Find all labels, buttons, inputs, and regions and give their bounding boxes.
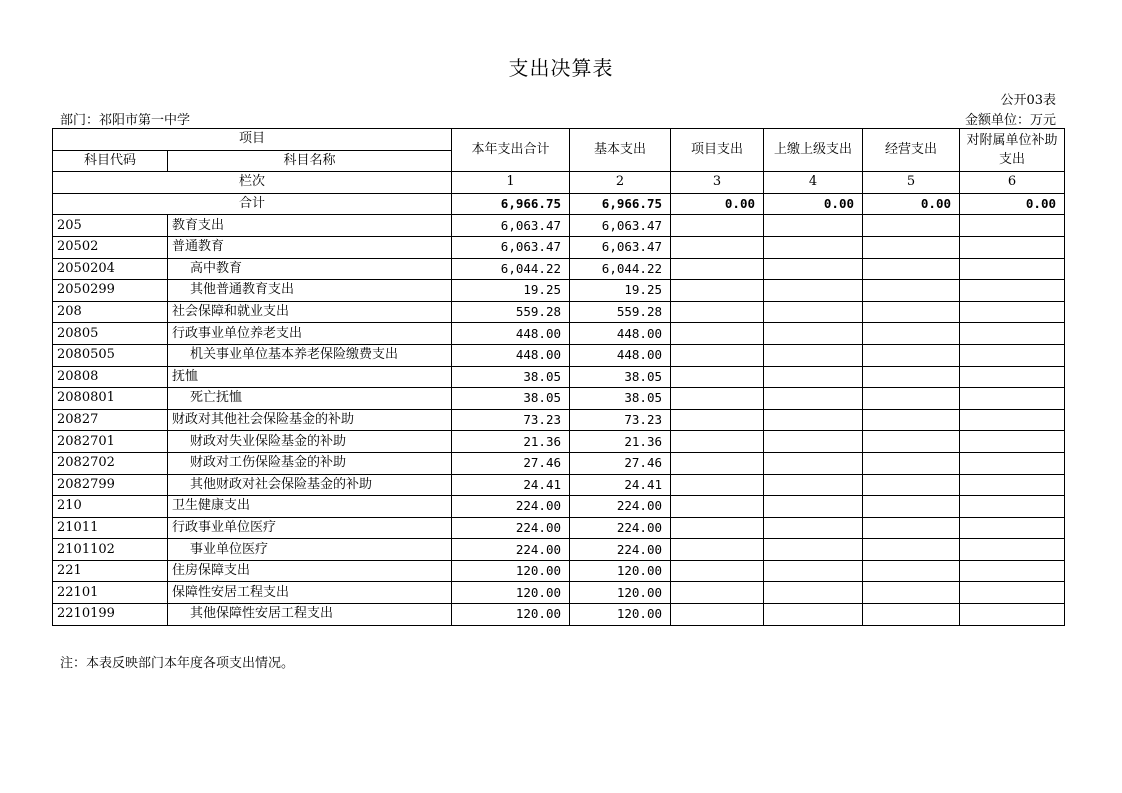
subject-name: 保障性安居工程支出 <box>168 582 452 604</box>
subject-code: 22101 <box>53 582 168 604</box>
subsidiary-amount <box>960 366 1065 388</box>
header-item: 项目 <box>53 129 452 151</box>
upper-amount <box>764 366 863 388</box>
basic-amount: 448.00 <box>570 344 671 366</box>
table-row <box>53 258 1065 280</box>
total-amount: 224.00 <box>452 517 570 539</box>
basic-amount: 27.46 <box>570 452 671 474</box>
basic-amount: 21.36 <box>570 431 671 453</box>
header-name: 科目名称 <box>168 150 452 172</box>
subsidiary-amount <box>960 560 1065 582</box>
upper-amount <box>764 452 863 474</box>
table-row <box>53 236 1065 258</box>
basic-amount: 6,063.47 <box>570 215 671 237</box>
business-amount <box>863 344 960 366</box>
subject-name: 机关事业单位基本养老保险缴费支出 <box>168 344 452 366</box>
line-number: 4 <box>764 172 863 194</box>
basic-amount: 38.05 <box>570 366 671 388</box>
subject-name: 高中教育 <box>168 258 452 280</box>
total-amount: 27.46 <box>452 452 570 474</box>
upper-amount <box>764 280 863 302</box>
project-amount <box>671 215 764 237</box>
sum-row <box>53 193 1065 215</box>
business-amount <box>863 560 960 582</box>
business-amount <box>863 452 960 474</box>
line-number: 2 <box>570 172 671 194</box>
subject-code: 20805 <box>53 323 168 345</box>
table-row <box>53 280 1065 302</box>
basic-amount: 224.00 <box>570 517 671 539</box>
basic-amount: 559.28 <box>570 301 671 323</box>
table-row <box>53 215 1065 237</box>
business-amount <box>863 604 960 626</box>
project-amount <box>671 236 764 258</box>
basic-amount: 24.41 <box>570 474 671 496</box>
project-amount <box>671 301 764 323</box>
header-project: 项目支出 <box>671 129 764 172</box>
sum-subsidiary: 0.00 <box>960 193 1065 215</box>
business-amount <box>863 474 960 496</box>
upper-amount <box>764 582 863 604</box>
total-amount: 120.00 <box>452 560 570 582</box>
basic-amount: 120.00 <box>570 582 671 604</box>
upper-amount <box>764 431 863 453</box>
subject-name: 其他财政对社会保险基金的补助 <box>168 474 452 496</box>
subject-code: 210 <box>53 496 168 518</box>
upper-amount <box>764 517 863 539</box>
subject-code: 2101102 <box>53 539 168 561</box>
subsidiary-amount <box>960 431 1065 453</box>
subsidiary-amount <box>960 517 1065 539</box>
total-amount: 38.05 <box>452 366 570 388</box>
total-amount: 559.28 <box>452 301 570 323</box>
project-amount <box>671 452 764 474</box>
table-row <box>53 452 1065 474</box>
subject-name: 住房保障支出 <box>168 560 452 582</box>
sum-upper: 0.00 <box>764 193 863 215</box>
subject-name: 事业单位医疗 <box>168 539 452 561</box>
business-amount <box>863 539 960 561</box>
total-amount: 38.05 <box>452 388 570 410</box>
report-title: 支出决算表 <box>508 56 614 80</box>
upper-amount <box>764 496 863 518</box>
basic-amount: 120.00 <box>570 604 671 626</box>
project-amount <box>671 582 764 604</box>
subject-name: 教育支出 <box>168 215 452 237</box>
upper-amount <box>764 474 863 496</box>
upper-amount <box>764 388 863 410</box>
subsidiary-amount <box>960 388 1065 410</box>
total-amount: 19.25 <box>452 280 570 302</box>
upper-amount <box>764 539 863 561</box>
business-amount <box>863 280 960 302</box>
project-amount <box>671 539 764 561</box>
subject-code: 21011 <box>53 517 168 539</box>
subject-code: 2080505 <box>53 344 168 366</box>
subject-code: 2082799 <box>53 474 168 496</box>
total-amount: 448.00 <box>452 323 570 345</box>
total-amount: 6,063.47 <box>452 215 570 237</box>
subject-code: 2082701 <box>53 431 168 453</box>
business-amount <box>863 582 960 604</box>
subject-code: 205 <box>53 215 168 237</box>
business-amount <box>863 301 960 323</box>
upper-amount <box>764 409 863 431</box>
table-row <box>53 560 1065 582</box>
project-amount <box>671 474 764 496</box>
subsidiary-amount <box>960 215 1065 237</box>
subsidiary-amount <box>960 496 1065 518</box>
basic-amount: 6,063.47 <box>570 236 671 258</box>
upper-amount <box>764 604 863 626</box>
upper-amount <box>764 344 863 366</box>
business-amount <box>863 388 960 410</box>
subject-name: 行政事业单位医疗 <box>168 517 452 539</box>
subject-name: 死亡抚恤 <box>168 388 452 410</box>
subject-code: 20502 <box>53 236 168 258</box>
subsidiary-amount <box>960 582 1065 604</box>
subsidiary-amount <box>960 409 1065 431</box>
project-amount <box>671 517 764 539</box>
total-amount: 24.41 <box>452 474 570 496</box>
business-amount <box>863 517 960 539</box>
table-row <box>53 539 1065 561</box>
sum-label: 合计 <box>53 193 452 215</box>
header-row-1 <box>53 129 1065 151</box>
total-amount: 21.36 <box>452 431 570 453</box>
subject-name: 财政对其他社会保险基金的补助 <box>168 409 452 431</box>
table-row <box>53 323 1065 345</box>
subject-name: 其他保障性安居工程支出 <box>168 604 452 626</box>
amount-unit: 金额单位：万元 <box>964 113 1056 128</box>
total-amount: 224.00 <box>452 539 570 561</box>
subject-code: 20808 <box>53 366 168 388</box>
header-total: 本年支出合计 <box>452 129 570 172</box>
business-amount <box>863 258 960 280</box>
subject-name: 行政事业单位养老支出 <box>168 323 452 345</box>
total-amount: 120.00 <box>452 604 570 626</box>
business-amount <box>863 431 960 453</box>
table-row <box>53 344 1065 366</box>
subsidiary-amount <box>960 452 1065 474</box>
table-row <box>53 301 1065 323</box>
footnote: 注：本表反映部门本年度各项支出情况。 <box>60 656 295 671</box>
header-basic: 基本支出 <box>570 129 671 172</box>
subsidiary-amount <box>960 323 1065 345</box>
upper-amount <box>764 301 863 323</box>
subsidiary-amount <box>960 236 1065 258</box>
subject-code: 2080801 <box>53 388 168 410</box>
upper-amount <box>764 560 863 582</box>
subject-code: 2050204 <box>53 258 168 280</box>
project-amount <box>671 409 764 431</box>
business-amount <box>863 409 960 431</box>
subject-code: 208 <box>53 301 168 323</box>
subject-name: 抚恤 <box>168 366 452 388</box>
upper-amount <box>764 215 863 237</box>
sum-total: 6,966.75 <box>452 193 570 215</box>
table-row <box>53 431 1065 453</box>
form-code: 公开03表 <box>1000 93 1056 108</box>
basic-amount: 73.23 <box>570 409 671 431</box>
header-business: 经营支出 <box>863 129 960 172</box>
sum-basic: 6,966.75 <box>570 193 671 215</box>
line-number: 5 <box>863 172 960 194</box>
table-row <box>53 474 1065 496</box>
header-upper: 上缴上级支出 <box>764 129 863 172</box>
project-amount <box>671 604 764 626</box>
subject-code: 2210199 <box>53 604 168 626</box>
table-row <box>53 582 1065 604</box>
basic-amount: 6,044.22 <box>570 258 671 280</box>
subsidiary-amount <box>960 301 1065 323</box>
sum-project: 0.00 <box>671 193 764 215</box>
total-amount: 6,044.22 <box>452 258 570 280</box>
line-number-row <box>53 172 1065 194</box>
project-amount <box>671 496 764 518</box>
subsidiary-amount <box>960 539 1065 561</box>
subject-name: 卫生健康支出 <box>168 496 452 518</box>
subsidiary-amount <box>960 604 1065 626</box>
total-amount: 120.00 <box>452 582 570 604</box>
project-amount <box>671 280 764 302</box>
project-amount <box>671 388 764 410</box>
line-number: 6 <box>960 172 1065 194</box>
header-code: 科目代码 <box>53 150 168 172</box>
upper-amount <box>764 323 863 345</box>
total-amount: 224.00 <box>452 496 570 518</box>
business-amount <box>863 215 960 237</box>
table-row <box>53 409 1065 431</box>
subsidiary-amount <box>960 344 1065 366</box>
basic-amount: 38.05 <box>570 388 671 410</box>
upper-amount <box>764 258 863 280</box>
subject-code: 20827 <box>53 409 168 431</box>
expenditure-table <box>52 128 1065 626</box>
project-amount <box>671 560 764 582</box>
table-row <box>53 604 1065 626</box>
business-amount <box>863 496 960 518</box>
subject-code: 221 <box>53 560 168 582</box>
business-amount <box>863 236 960 258</box>
table-row <box>53 517 1065 539</box>
project-amount <box>671 344 764 366</box>
basic-amount: 224.00 <box>570 496 671 518</box>
department-label: 部门：祁阳市第一中学 <box>60 113 191 128</box>
table-row <box>53 388 1065 410</box>
business-amount <box>863 366 960 388</box>
project-amount <box>671 431 764 453</box>
line-label: 栏次 <box>53 172 452 194</box>
sum-business: 0.00 <box>863 193 960 215</box>
subsidiary-amount <box>960 474 1065 496</box>
total-amount: 73.23 <box>452 409 570 431</box>
table-row <box>53 496 1065 518</box>
project-amount <box>671 258 764 280</box>
header-subsidiary: 对附属单位补助支出 <box>960 129 1065 172</box>
project-amount <box>671 323 764 345</box>
subject-code: 2082702 <box>53 452 168 474</box>
upper-amount <box>764 236 863 258</box>
basic-amount: 19.25 <box>570 280 671 302</box>
subject-name: 普通教育 <box>168 236 452 258</box>
subject-code: 2050299 <box>53 280 168 302</box>
table-row <box>53 366 1065 388</box>
subject-name: 其他普通教育支出 <box>168 280 452 302</box>
line-number: 1 <box>452 172 570 194</box>
total-amount: 6,063.47 <box>452 236 570 258</box>
total-amount: 448.00 <box>452 344 570 366</box>
basic-amount: 448.00 <box>570 323 671 345</box>
basic-amount: 224.00 <box>570 539 671 561</box>
subsidiary-amount <box>960 280 1065 302</box>
basic-amount: 120.00 <box>570 560 671 582</box>
subsidiary-amount <box>960 258 1065 280</box>
subject-name: 财政对工伤保险基金的补助 <box>168 452 452 474</box>
subject-name: 社会保障和就业支出 <box>168 301 452 323</box>
business-amount <box>863 323 960 345</box>
subject-name: 财政对失业保险基金的补助 <box>168 431 452 453</box>
line-number: 3 <box>671 172 764 194</box>
project-amount <box>671 366 764 388</box>
